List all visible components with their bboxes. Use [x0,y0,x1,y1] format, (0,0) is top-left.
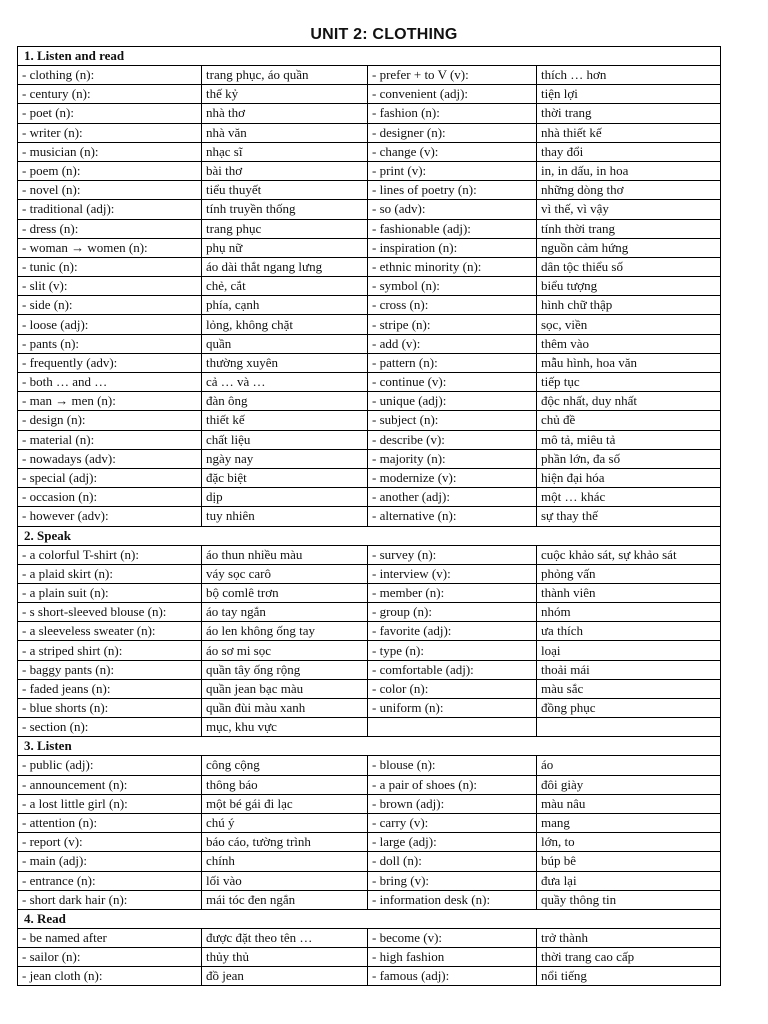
english-term: - designer (n): [368,123,537,142]
table-row [18,104,721,123]
section-heading: 3. Listen [18,737,721,756]
table-row [18,66,721,85]
table-row [18,699,721,718]
vietnamese-meaning: quần jean bạc màu [202,679,368,698]
table-row [18,622,721,641]
english-term: - lines of poetry (n): [368,181,537,200]
vietnamese-meaning: đồ jean [202,967,368,986]
table-row [18,794,721,813]
table-row [18,928,721,947]
table-row [18,583,721,602]
english-term: - describe (v): [368,430,537,449]
table-row [18,468,721,487]
vietnamese-meaning: mái tóc đen ngắn [202,890,368,909]
table-row [18,488,721,507]
english-term: - bring (v): [368,871,537,890]
english-term: - fashionable (adj): [368,219,537,238]
english-term: - survey (n): [368,545,537,564]
english-term: - novel (n): [18,181,202,200]
vietnamese-meaning: nguồn cảm hứng [537,238,721,257]
vietnamese-meaning: nổi tiếng [537,967,721,986]
vietnamese-meaning: ưa thích [537,622,721,641]
vietnamese-meaning: dân tộc thiểu số [537,257,721,276]
english-term: - famous (adj): [368,967,537,986]
vietnamese-meaning: chất liệu [202,430,368,449]
vietnamese-meaning: sự thay thế [537,507,721,526]
english-term: - however (adv): [18,507,202,526]
vietnamese-meaning: thời trang [537,104,721,123]
table-row [18,756,721,775]
english-term: - pants (n): [18,334,202,353]
section-heading-row [18,526,721,545]
table-row [18,813,721,832]
english-term: - writer (n): [18,123,202,142]
vietnamese-meaning: đồng phục [537,699,721,718]
vietnamese-meaning: áo tay ngắn [202,603,368,622]
vietnamese-meaning: loại [537,641,721,660]
vietnamese-meaning: những dòng thơ [537,181,721,200]
english-term: - blouse (n): [368,756,537,775]
vietnamese-meaning: một … khác [537,488,721,507]
english-term: - woman → women (n): [18,238,202,257]
english-term: - print (v): [368,161,537,180]
vietnamese-meaning: chẻ, cắt [202,277,368,296]
english-term: - jean cloth (n): [18,967,202,986]
english-term: - special (adj): [18,468,202,487]
english-term [368,718,537,737]
english-term: - baggy pants (n): [18,660,202,679]
vietnamese-meaning: một bé gái đi lạc [202,794,368,813]
table-row [18,641,721,660]
vietnamese-meaning: được đặt theo tên … [202,928,368,947]
vietnamese-meaning: mô tả, miêu tả [537,430,721,449]
table-row [18,660,721,679]
english-term: - sailor (n): [18,948,202,967]
english-term: - report (v): [18,833,202,852]
table-row [18,200,721,219]
english-term: - interview (v): [368,564,537,583]
table-row [18,718,721,737]
english-term: - poem (n): [18,161,202,180]
english-term: - poet (n): [18,104,202,123]
english-term: - a sleeveless sweater (n): [18,622,202,641]
vietnamese-meaning: áo [537,756,721,775]
english-term: - a lost little girl (n): [18,794,202,813]
vietnamese-meaning: búp bê [537,852,721,871]
table-row [18,315,721,334]
english-term: - so (adv): [368,200,537,219]
vietnamese-meaning: thích … hơn [537,66,721,85]
vietnamese-meaning: vì thế, vì vậy [537,200,721,219]
english-term: - type (n): [368,641,537,660]
table-row [18,871,721,890]
vietnamese-meaning: thay đổi [537,142,721,161]
english-term: - loose (adj): [18,315,202,334]
table-row [18,449,721,468]
vietnamese-meaning: lớn, to [537,833,721,852]
english-term: - design (n): [18,411,202,430]
english-term: - faded jeans (n): [18,679,202,698]
vietnamese-meaning: màu nâu [537,794,721,813]
english-term: - become (v): [368,928,537,947]
english-term: - alternative (n): [368,507,537,526]
section-heading: 1. Listen and read [18,47,721,66]
english-term: - a pair of shoes (n): [368,775,537,794]
english-term: - prefer + to V (v): [368,66,537,85]
table-row [18,353,721,372]
english-term: - century (n): [18,85,202,104]
vietnamese-meaning: chú ý [202,813,368,832]
vietnamese-meaning: tính truyền thống [202,200,368,219]
vietnamese-meaning: lỏng, không chặt [202,315,368,334]
english-term: - convenient (adj): [368,85,537,104]
vietnamese-meaning: áo len không ống tay [202,622,368,641]
vietnamese-meaning: nhóm [537,603,721,622]
vietnamese-meaning: đặc biệt [202,468,368,487]
table-row [18,142,721,161]
vietnamese-meaning: áo sơ mi sọc [202,641,368,660]
vietnamese-meaning: độc nhất, duy nhất [537,392,721,411]
vietnamese-meaning: tiếp tục [537,373,721,392]
vietnamese-meaning: sọc, viền [537,315,721,334]
vietnamese-meaning: tiểu thuyết [202,181,368,200]
vietnamese-meaning: tính thời trang [537,219,721,238]
table-row [18,238,721,257]
english-term: - blue shorts (n): [18,699,202,718]
english-term: - frequently (adv): [18,353,202,372]
table-row [18,392,721,411]
english-term: - entrance (n): [18,871,202,890]
english-term: - change (v): [368,142,537,161]
table-row [18,430,721,449]
vietnamese-meaning: cuộc khảo sát, sự khảo sát [537,545,721,564]
english-term: - information desk (n): [368,890,537,909]
table-row [18,948,721,967]
vietnamese-meaning: thế kỷ [202,85,368,104]
section-heading-row [18,737,721,756]
vietnamese-meaning: phỏng vấn [537,564,721,583]
vietnamese-meaning: nhà văn [202,123,368,142]
vietnamese-meaning: quần [202,334,368,353]
english-term: - a striped shirt (n): [18,641,202,660]
table-row [18,373,721,392]
table-row [18,334,721,353]
table-row [18,85,721,104]
english-term: - slit (v): [18,277,202,296]
vietnamese-meaning: trang phục, áo quần [202,66,368,85]
english-term: - dress (n): [18,219,202,238]
vietnamese-meaning: ngày nay [202,449,368,468]
table-row [18,277,721,296]
vietnamese-meaning: áo dài thắt ngang lưng [202,257,368,276]
vietnamese-meaning: nhạc sĩ [202,142,368,161]
table-row [18,296,721,315]
section-heading-row [18,909,721,928]
table-row [18,967,721,986]
vietnamese-meaning: trang phục [202,219,368,238]
vietnamese-meaning: bài thơ [202,161,368,180]
vietnamese-meaning: in, in dấu, in hoa [537,161,721,180]
vietnamese-meaning: thiết kế [202,411,368,430]
english-term: - traditional (adj): [18,200,202,219]
english-term: - favorite (adj): [368,622,537,641]
english-term: - majority (n): [368,449,537,468]
table-row [18,161,721,180]
english-term: - brown (adj): [368,794,537,813]
vietnamese-meaning: nhà thơ [202,104,368,123]
table-row [18,181,721,200]
vietnamese-meaning: thời trang cao cấp [537,948,721,967]
vietnamese-meaning: quần tây ống rộng [202,660,368,679]
english-term: - s short-sleeved blouse (n): [18,603,202,622]
english-term: - subject (n): [368,411,537,430]
english-term: - comfortable (adj): [368,660,537,679]
vietnamese-meaning: cả … và … [202,373,368,392]
section-heading-row [18,47,721,66]
english-term: - a plaid skirt (n): [18,564,202,583]
table-row [18,257,721,276]
english-term: - a colorful T-shirt (n): [18,545,202,564]
english-term: - fashion (n): [368,104,537,123]
vietnamese-meaning: thông báo [202,775,368,794]
english-term: - ethnic minority (n): [368,257,537,276]
table-row [18,545,721,564]
english-term: - section (n): [18,718,202,737]
english-term: - man → men (n): [18,392,202,411]
vietnamese-meaning: phía, cạnh [202,296,368,315]
english-term: - another (adj): [368,488,537,507]
vietnamese-meaning: hiện đại hóa [537,468,721,487]
english-term: - tunic (n): [18,257,202,276]
english-term: - continue (v): [368,373,537,392]
vietnamese-meaning: mẫu hình, hoa văn [537,353,721,372]
vietnamese-meaning: thành viên [537,583,721,602]
vietnamese-meaning: báo cáo, tường trình [202,833,368,852]
vietnamese-meaning: phụ nữ [202,238,368,257]
table-row [18,507,721,526]
table-row [18,411,721,430]
english-term: - symbol (n): [368,277,537,296]
vietnamese-meaning: hình chữ thập [537,296,721,315]
english-term: - modernize (v): [368,468,537,487]
section-heading: 2. Speak [18,526,721,545]
english-term: - large (adj): [368,833,537,852]
vietnamese-meaning: mang [537,813,721,832]
table-row [18,564,721,583]
page-title: UNIT 2: CLOTHING [310,26,458,43]
vietnamese-meaning: nhà thiết kế [537,123,721,142]
english-term: - both … and … [18,373,202,392]
english-term: - inspiration (n): [368,238,537,257]
vietnamese-meaning: màu sắc [537,679,721,698]
english-term: - occasion (n): [18,488,202,507]
english-term: - cross (n): [368,296,537,315]
english-term: - be named after [18,928,202,947]
table-row [18,123,721,142]
vietnamese-meaning: váy sọc carô [202,564,368,583]
english-term: - uniform (n): [368,699,537,718]
english-term: - side (n): [18,296,202,315]
vietnamese-meaning: áo thun nhiều màu [202,545,368,564]
vietnamese-meaning: chính [202,852,368,871]
table-row [18,603,721,622]
english-term: - high fashion [368,948,537,967]
table-row [18,852,721,871]
vietnamese-meaning: bộ comlê trơn [202,583,368,602]
vietnamese-meaning: biểu tượng [537,277,721,296]
english-term: - pattern (n): [368,353,537,372]
vietnamese-meaning: công cộng [202,756,368,775]
vietnamese-meaning: tiện lợi [537,85,721,104]
english-term: - nowadays (adv): [18,449,202,468]
vocabulary-table [17,46,721,986]
vietnamese-meaning: đưa lại [537,871,721,890]
vocabulary-table-body [18,47,721,986]
vietnamese-meaning: đôi giày [537,775,721,794]
english-term: - group (n): [368,603,537,622]
english-term: - clothing (n): [18,66,202,85]
vietnamese-meaning [537,718,721,737]
vietnamese-meaning: mục, khu vực [202,718,368,737]
english-term: - attention (n): [18,813,202,832]
section-heading: 4. Read [18,909,721,928]
english-term: - carry (v): [368,813,537,832]
english-term: - add (v): [368,334,537,353]
english-term: - stripe (n): [368,315,537,334]
english-term: - main (adj): [18,852,202,871]
english-term: - announcement (n): [18,775,202,794]
table-row [18,219,721,238]
table-row [18,890,721,909]
vietnamese-meaning: dịp [202,488,368,507]
vietnamese-meaning: trở thành [537,928,721,947]
english-term: - musician (n): [18,142,202,161]
english-term: - short dark hair (n): [18,890,202,909]
english-term: - doll (n): [368,852,537,871]
english-term: - public (adj): [18,756,202,775]
english-term: - unique (adj): [368,392,537,411]
english-term: - member (n): [368,583,537,602]
vietnamese-meaning: thoải mái [537,660,721,679]
vietnamese-meaning: tuy nhiên [202,507,368,526]
vietnamese-meaning: thủy thủ [202,948,368,967]
vietnamese-meaning: lối vào [202,871,368,890]
english-term: - a plain suit (n): [18,583,202,602]
vietnamese-meaning: phần lớn, đa số [537,449,721,468]
vietnamese-meaning: quầy thông tin [537,890,721,909]
vietnamese-meaning: chủ đề [537,411,721,430]
vietnamese-meaning: thêm vào [537,334,721,353]
table-row [18,833,721,852]
vietnamese-meaning: thường xuyên [202,353,368,372]
english-term: - color (n): [368,679,537,698]
vietnamese-meaning: quần đùi màu xanh [202,699,368,718]
english-term: - material (n): [18,430,202,449]
table-row [18,679,721,698]
vietnamese-meaning: đàn ông [202,392,368,411]
table-row [18,775,721,794]
